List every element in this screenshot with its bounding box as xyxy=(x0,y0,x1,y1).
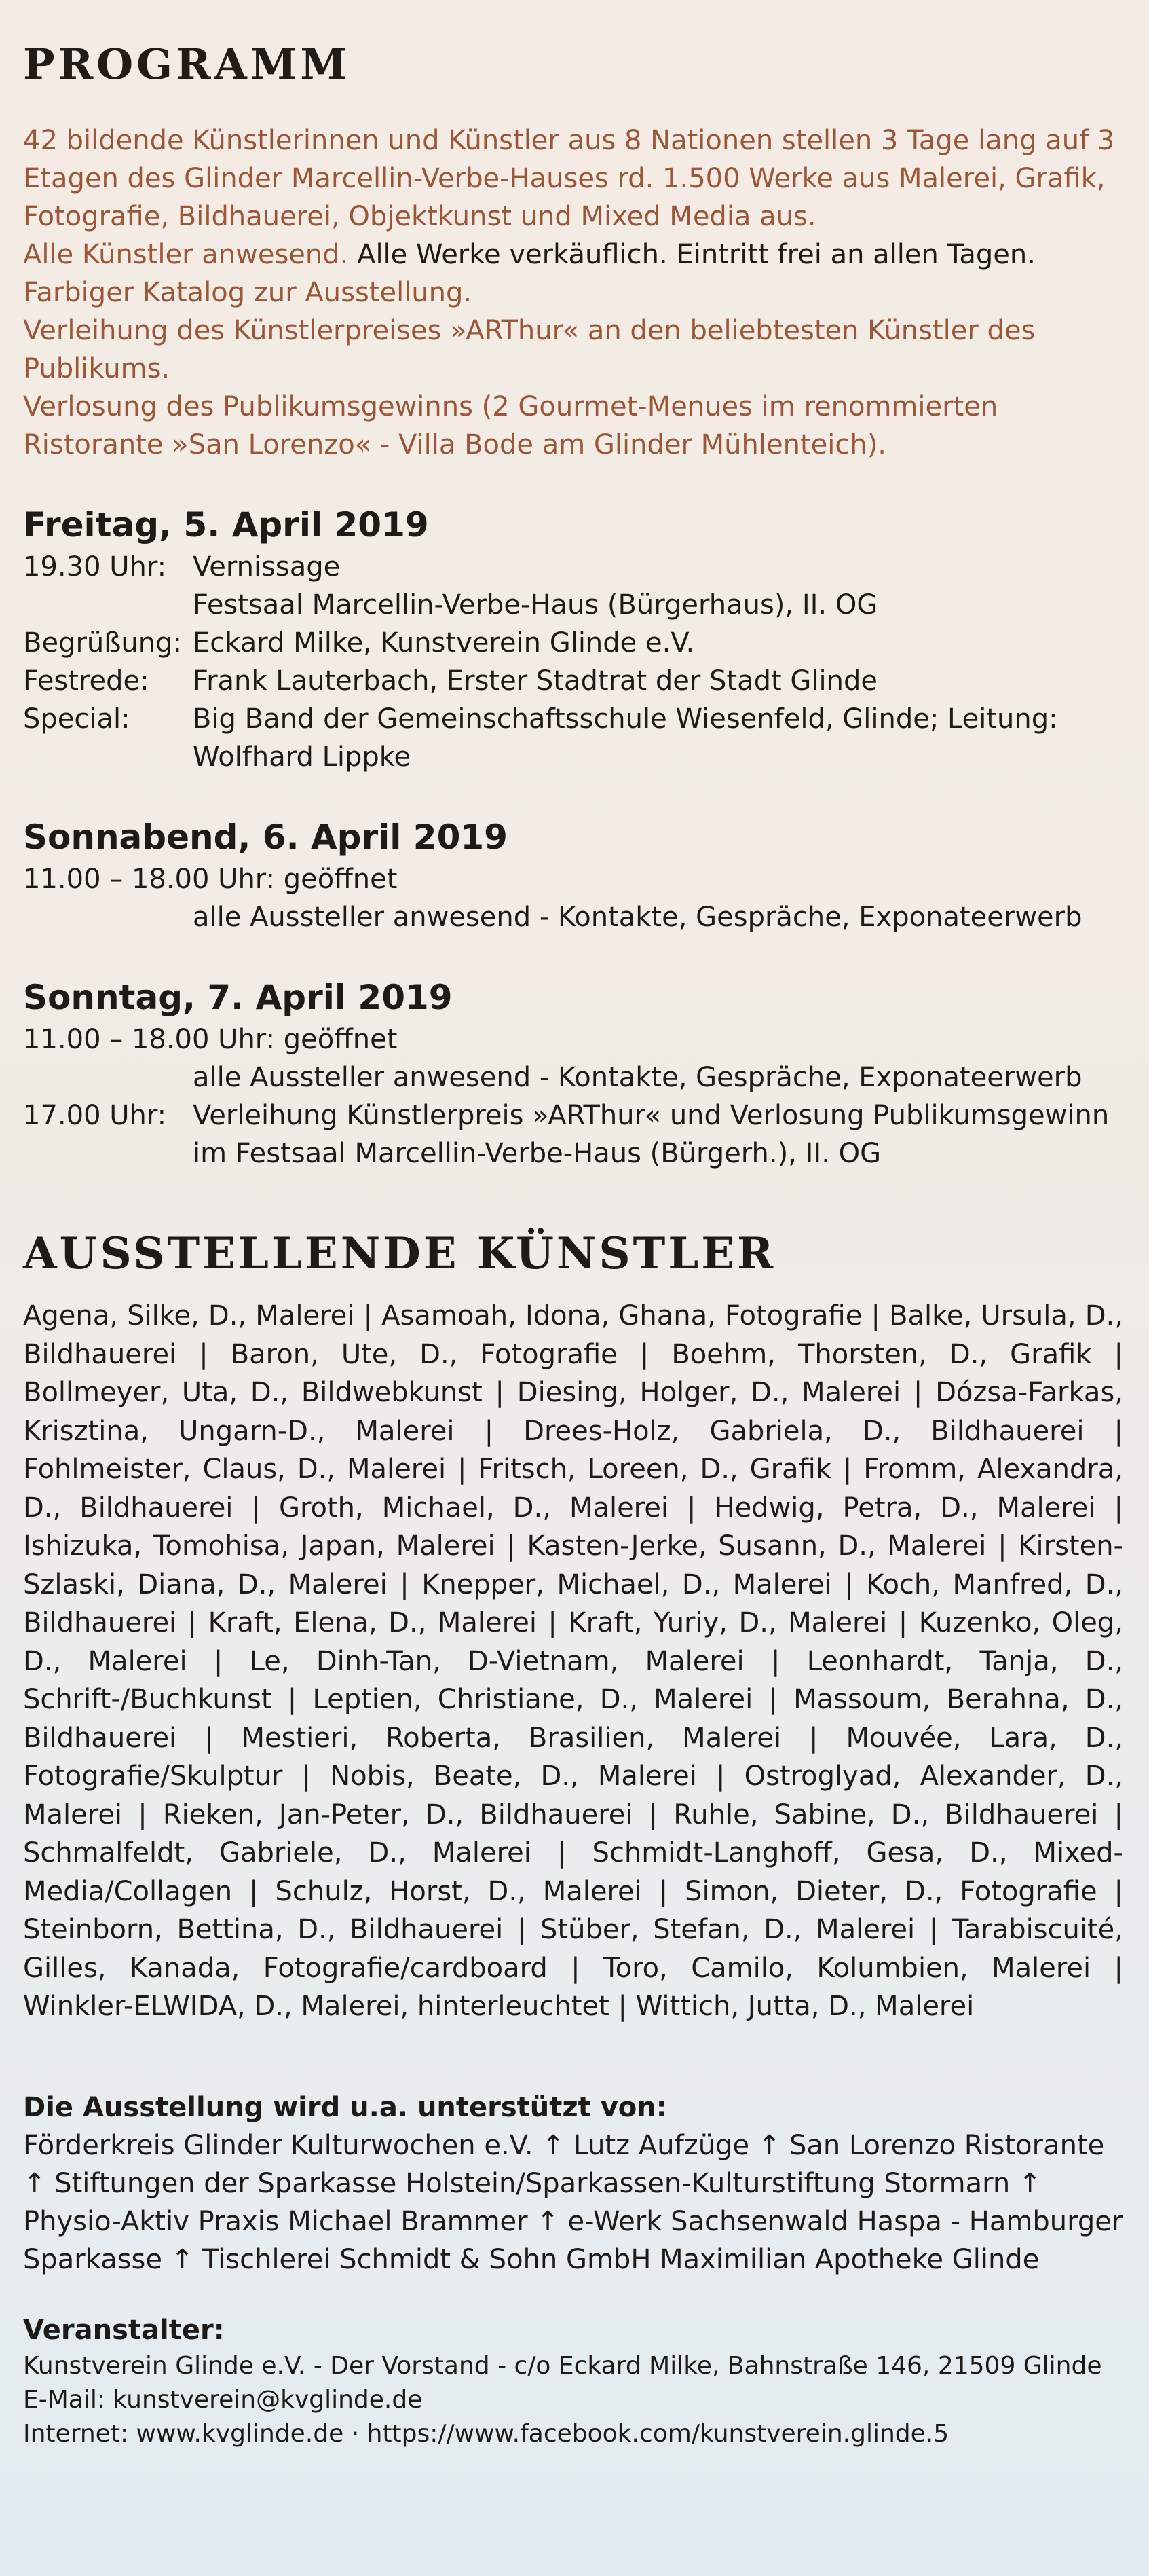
schedule-row xyxy=(23,860,1123,898)
intro-artists-present: Alle Künstler anwesend. xyxy=(23,239,349,270)
day-heading: Sonnabend, 6. April 2019 xyxy=(23,817,508,857)
schedule-row xyxy=(23,548,1123,586)
sponsors-section xyxy=(23,2089,1123,2279)
schedule-value: Verleihung Künstlerpreis »ARThur« und Verlosung Publikumsgewinn im Festsaal Marcellin-Verbe-Haus (Bürgerh.), II. OG xyxy=(193,1100,1110,1169)
schedule-label: 19.30 Uhr: xyxy=(23,551,167,583)
sponsors-list: Förderkreis Glinder Kulturwochen e.V. ↑ Lutz Aufzüge ↑ San Lorenzo Ristorante ↑ Stiftungen der Sparkasse Holstein/Sparkassen-Kulturstiftung Stormarn ↑ Physio-Aktiv Praxis Michael Brammer ↑ e-Werk Sachsenwald Haspa - Hamburger Sparkasse ↑ Tischlerei Schmidt & Sohn GmbH Maximilian Apotheke Glinde xyxy=(23,2129,1123,2275)
schedule-row xyxy=(23,662,1123,700)
schedule-row xyxy=(23,898,1123,936)
schedule-value: Big Band der Gemeinschaftsschule Wiesenfeld, Glinde; Leitung: Wolfhard Lippke xyxy=(193,703,1058,773)
intro-catalog: Farbiger Katalog zur Ausstellung. xyxy=(23,277,472,308)
schedule-row xyxy=(23,586,1123,624)
schedule-row xyxy=(23,1097,1123,1173)
day-friday xyxy=(23,503,1123,776)
program-intro xyxy=(23,122,1123,464)
artists-title: AUSSTELLENDE KÜNSTLER xyxy=(23,1228,776,1279)
intro-award: Verleihung des Künstlerpreises »ARThur« an den beliebtesten Künstler des Publikums. xyxy=(23,315,1036,384)
schedule-row xyxy=(23,624,1123,662)
schedule-value: Eckard Milke, Kunstverein Glinde e.V. xyxy=(193,627,695,659)
intro-attendance xyxy=(23,236,1123,274)
schedule-value: alle Aussteller anwesend - Kontakte, Gespräche, Exponateerwerb xyxy=(193,1062,1082,1093)
intro-raffle: Verlosung des Publikumsgewinns (2 Gourmet-Menues im renommierten Ristorante »San Lorenzo« - Villa Bode am Glinder Mühlenteich). xyxy=(23,391,998,460)
intro-free-entry: Alle Werke verkäuflich. Eintritt frei an allen Tagen. xyxy=(357,239,1036,270)
program-title: PROGRAMM xyxy=(23,39,350,89)
schedule-label xyxy=(23,586,193,624)
organizer-heading: Veranstalter: xyxy=(23,2314,225,2346)
schedule-value: Frank Lauterbach, Erster Stadtrat der Stadt Glinde xyxy=(193,665,878,697)
day-saturday xyxy=(23,815,1123,936)
schedule-label xyxy=(23,898,193,936)
schedule-label: 11.00 – 18.00 Uhr: geöffnet xyxy=(23,864,398,895)
day-heading: Sonntag, 7. April 2019 xyxy=(23,978,453,1017)
schedule-label: 17.00 Uhr: xyxy=(23,1100,167,1131)
schedule-label: Begrüßung: xyxy=(23,627,183,659)
day-sunday xyxy=(23,976,1123,1173)
schedule-row xyxy=(23,700,1123,776)
day-heading: Freitag, 5. April 2019 xyxy=(23,505,429,545)
schedule-label: Festrede: xyxy=(23,665,149,697)
organizer-address: Kunstverein Glinde e.V. - Der Vorstand - c/o Eckard Milke, Bahnstraße 146, 21509 Glinde xyxy=(23,2351,1102,2380)
sponsors-heading: Die Ausstellung wird u.a. unterstützt von: xyxy=(23,2091,667,2123)
schedule-label: Special: xyxy=(23,703,130,735)
schedule-label xyxy=(23,1059,193,1097)
schedule-row xyxy=(23,1020,1123,1059)
organizer-section xyxy=(23,2311,1123,2451)
intro-exhibition-text: 42 bildende Künstlerinnen und Künstler aus 8 Nationen stellen 3 Tage lang auf 3 Etagen des Glinder Marcellin-Verbe-Hauses rd. 1.500 Werke aus Malerei, Grafik, Fotografie, Bildhauerei, Objektkunst und Mixed Media aus. xyxy=(23,125,1115,232)
schedule-row xyxy=(23,1059,1123,1097)
schedule-value: alle Aussteller anwesend - Kontakte, Gespräche, Exponateerwerb xyxy=(193,902,1082,933)
organizer-internet: Internet: www.kvglinde.de · https://www.facebook.com/kunstverein.glinde.5 xyxy=(23,2419,949,2448)
artists-list: Agena, Silke, D., Malerei | Asamoah, Idona, Ghana, Fotografie | Balke, Ursula, D., Bildhauerei | Baron, Ute, D., Fotografie | Boehm, Thorsten, D., Grafik | Bollmeyer, Uta, D., Bildwebkunst | Diesing, Holger, D., Malerei | Dózsa-Farkas, Krisztina, Ungarn-D., Malerei | Drees-Holz, Gabriela, D., Bildhauerei | Fohlmeister, Claus, D., Malerei | Fritsch, Loreen, D., Grafik | Fromm, Alexandra, D., Bildhauerei | Groth, Michael, D., Malerei | Hedwig, Petra, D., Malerei | Ishizuka, Tomohisa, Japan, Malerei | Kasten-Jerke, Susann, D., Malerei | Kirsten-Szlaski, Diana, D., Malerei | Knepper, Michael, D., Malerei | Koch, Manfred, D., Bildhauerei | Kraft, Elena, D., Malerei | Kraft, Yuriy, D., Malerei | Kuzenko, Oleg, D., Malerei | Le, Dinh-Tan, D-Vietnam, Malerei | Leonhardt, Tanja, D., Schrift-/Buchkunst | Leptien, Christiane, D., Malerei | Massoum, Berahna, D., Bildhauerei | Mestieri, Roberta, Brasilien, Malerei | Mouvée, Lara, D., Fotografie/Skulptur | Nobis, Beate, D., Malerei | Ostroglyad, Alexander, D., Malerei | Rieken, Jan-Peter, D., Bildhauerei | Ruhle, Sabine, D., Bildhauerei | Schmalfeldt, Gabriele, D., Malerei | Schmidt-Langhoff, Gesa, D., Mixed-Media/Collagen | Schulz, Horst, D., Malerei | Simon, Dieter, D., Fotografie | Steinborn, Bettina, D., Bildhauerei | Stüber, Stefan, D., Malerei | Tarabiscuité, Gilles, Kanada, Fotografie/cardboard | Toro, Camilo, Kolumbien, Malerei | Winkler-ELWIDA, D., Malerei, hinterleuchtet | Wittich, Jutta, D., Malerei xyxy=(23,1300,1123,2022)
schedule-label: 11.00 – 18.00 Uhr: geöffnet xyxy=(23,1024,398,1055)
schedule-value: Festsaal Marcellin-Verbe-Haus (Bürgerhaus), II. OG xyxy=(193,589,878,621)
organizer-email: E-Mail: kunstverein@kvglinde.de xyxy=(23,2385,423,2414)
schedule-value: Vernissage xyxy=(193,551,341,583)
